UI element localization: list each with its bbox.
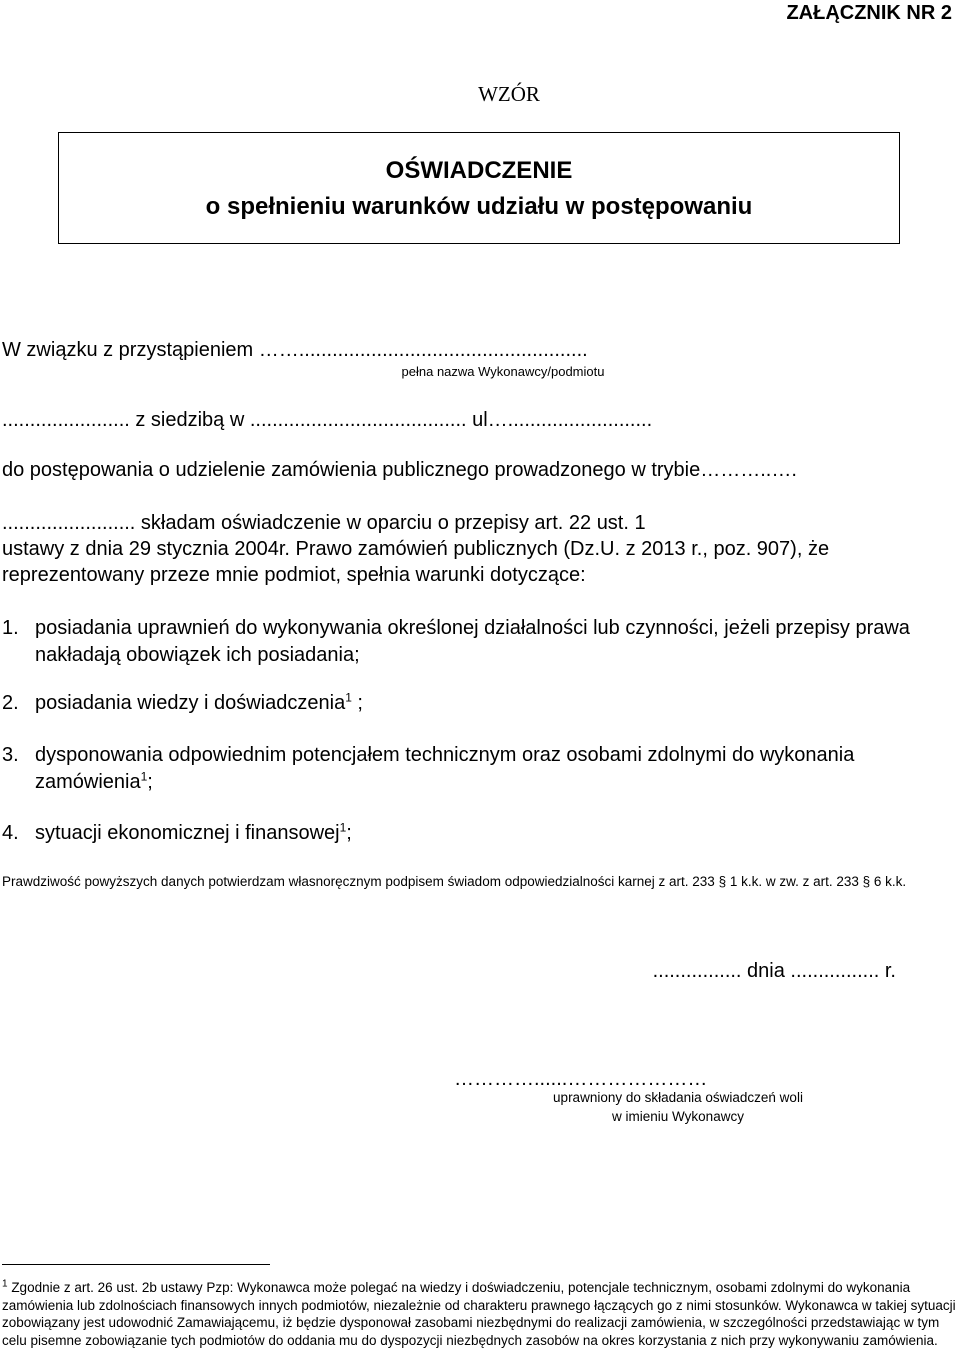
- condition-number: 3.: [2, 744, 19, 766]
- contractor-name-caption: pełna nazwa Wykonawcy/podmiotu: [401, 364, 605, 379]
- intro-line-6: reprezentowany przeze mnie podmiot, spełnia warunki dotyczące:: [2, 564, 586, 586]
- intro-line-4: ........................ składam oświadczenie w oparciu o przepisy art. 22 ust. 1: [2, 512, 646, 534]
- footnote-ref[interactable]: 1: [140, 769, 148, 784]
- title-box: [58, 132, 900, 244]
- footnote-ref[interactable]: 1: [339, 820, 347, 835]
- footnote-marker: 1: [2, 1278, 8, 1290]
- condition-item: [2, 742, 957, 796]
- footnote-ref[interactable]: 1: [345, 690, 352, 705]
- condition-item: [2, 615, 957, 669]
- place-date-line: ................ dnia ................ r.: [652, 960, 896, 982]
- condition-tail: ;: [351, 692, 363, 714]
- declaration-text: Prawdziwość powyższych danych potwierdzam własnoręcznym podpisem świadom odpowiedzialności karnej z art. 233 § 1 k.k. w zw. z art. 233 § 6 k.k.: [2, 874, 907, 889]
- intro-line-2: ....................... z siedzibą w ....................................... ul…..........................: [2, 409, 653, 431]
- document-subtitle: o spełnieniu warunków udziału w postępowaniu: [205, 193, 753, 220]
- document-title: OŚWIADCZENIE: [385, 157, 573, 184]
- footnote-separator: [2, 1264, 270, 1265]
- condition-text: dysponowania odpowiednim potencjałem technicznym oraz osobami zdolnymi do wykonania zamówienia: [35, 744, 855, 793]
- condition-number: 2.: [2, 692, 19, 714]
- footnote-text: Zgodnie z art. 26 ust. 2b ustawy Pzp: Wykonawca może polegać na wiedzy i doświadczeniu, potencjale technicznym, osobami zdolnymi do wykonania zamówienia lub zdolnościach finansowych innych podmiotów, niezależnie od charakteru prawnego łączących go z nimi stosunków. Wykonawca w takiej sytuacji zobowiązany jest udowodnić Zamawiającemu, iż będzie dysponował zasobami niezbędnymi do realizacji zamówienia, w szczególności przedstawiając w tym celu pisemne zobowiązanie tych podmiotów do oddania mu do dyspozycji niezbędnych zasobów na okres korzystania z nich przy wykonywaniu zamówienia.: [2, 1280, 956, 1348]
- signature-caption: [498, 1088, 858, 1126]
- condition-text: posiadania wiedzy i doświadczenia: [35, 692, 346, 714]
- intro-line-3: do postępowania o udzielenie zamówienia publicznego prowadzonego w trybie………..….: [2, 459, 797, 481]
- condition-text: sytuacji ekonomicznej i finansowej: [35, 822, 340, 844]
- intro-line-1: W związku z przystąpieniem ……....................................................: [2, 339, 588, 361]
- signature-line: …………......…………………: [454, 1068, 708, 1090]
- condition-item: [2, 690, 957, 717]
- condition-item: [2, 820, 957, 847]
- condition-text: posiadania uprawnień do wykonywania określonej działalności lub czynności, jeżeli przepisy prawa nakładają obowiązek ich posiadania;: [35, 617, 910, 666]
- condition-tail: ;: [346, 822, 352, 844]
- condition-tail: ;: [147, 771, 153, 793]
- condition-number: 4.: [2, 822, 19, 844]
- template-label: WZÓR: [478, 82, 540, 106]
- intro-line-5: ustawy z dnia 29 stycznia 2004r. Prawo zamówień publicznych (Dz.U. z 2013 r., poz. 907), że: [2, 538, 830, 560]
- signature-caption-line-2: w imieniu Wykonawcy: [612, 1109, 744, 1124]
- signature-caption-line-1: uprawniony do składania oświadczeń woli: [553, 1090, 803, 1105]
- annex-label: ZAŁĄCZNIK NR 2: [786, 2, 952, 24]
- footnote: [2, 1279, 957, 1349]
- condition-number: 1.: [2, 617, 19, 639]
